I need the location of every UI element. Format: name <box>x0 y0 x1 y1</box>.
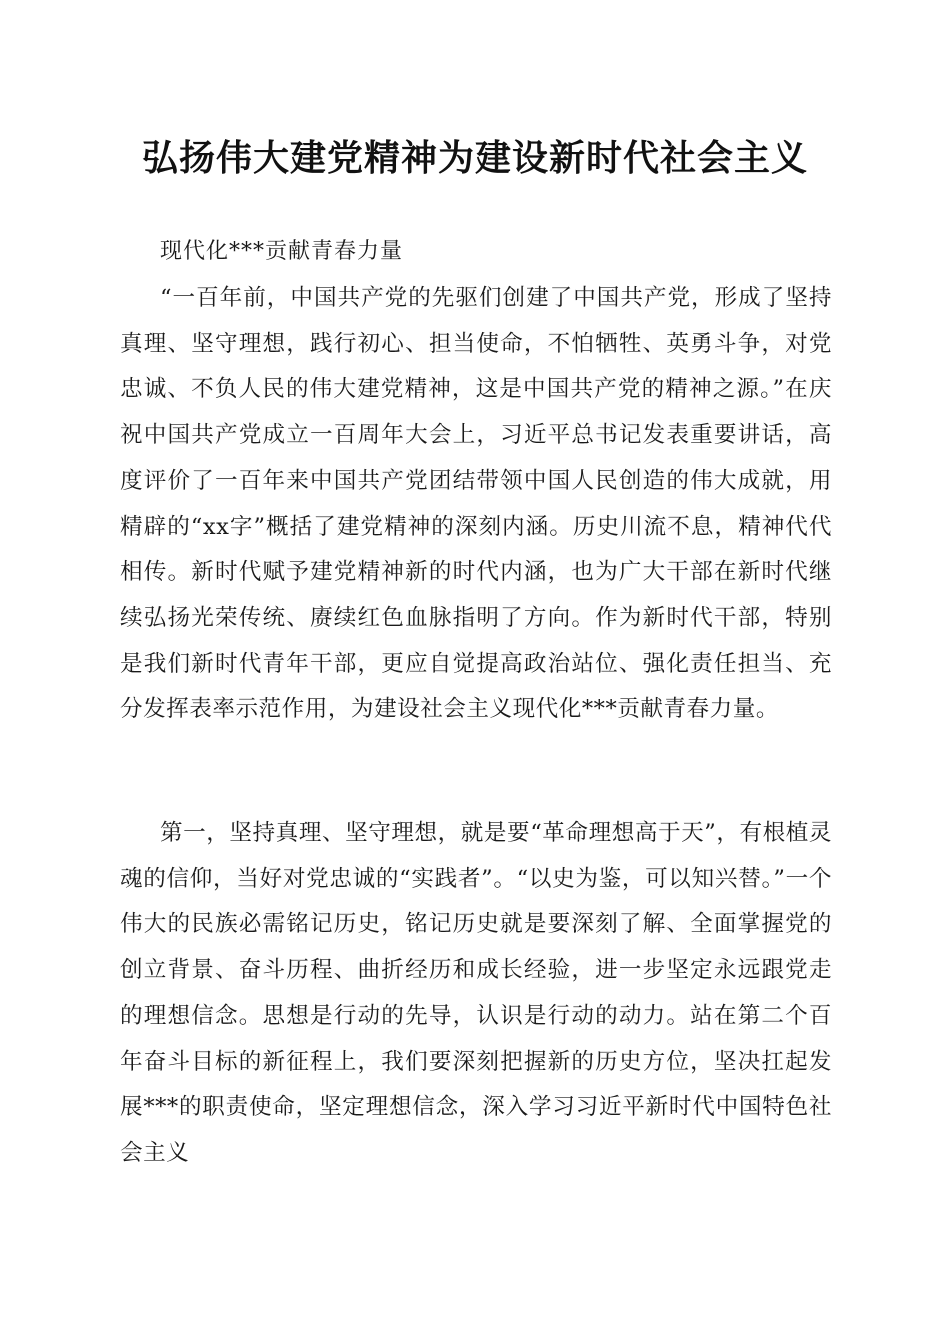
paragraph-1: “一百年前，中国共产党的先驱们创建了中国共产党，形成了坚持真理、坚守理想，践行初心、担当使命，不怕牺牲、英勇斗争，对党忠诚、不负人民的伟大建党精神，这是中国共产党的精神之源。”在庆祝中国共产党成立一百周年大会上，习近平总书记发表重要讲话，高度评价了一百年来中国共产党团结带领中国人民创造的伟大成就，用精辟的“xx字”概括了建党精神的深刻内涵。历史川流不息，精神代代相传。新时代赋予建党精神新的时代内涵，也为广大干部在新时代继续弘扬光荣传统、赓续红色血脉指明了方向。作为新时代干部，特别是我们新时代青年干部，更应自觉提高政治站位、强化责任担当、充分发挥表率示范作用，为建设社会主义现代化***贡献青春力量。 <box>120 285 832 723</box>
paragraph-2: 第一，坚持真理、坚守理想，就是要“革命理想高于天”，有根植灵魂的信仰，当好对党忠诚的“实践者”。“以史为鉴，可以知兴替。”一个伟大的民族必需铭记历史，铭记历史就是要深刻了解、全面掌握党的创立背景、奋斗历程、曲折经历和成长经验，进一步坚定永远跟党走的理想信念。思想是行动的先导，认识是行动的动力。站在第二个百年奋斗目标的新征程上，我们要深刻把握新的历史方位，坚决扛起发展***的职责使命，坚定理想信念，深入学习习近平新时代中国特色社会主义 <box>120 820 832 1166</box>
document-subtitle: 现代化***贡献青春力量 <box>160 239 404 264</box>
document-title: 弘扬伟大建党精神为建设新时代社会主义 <box>141 137 808 179</box>
